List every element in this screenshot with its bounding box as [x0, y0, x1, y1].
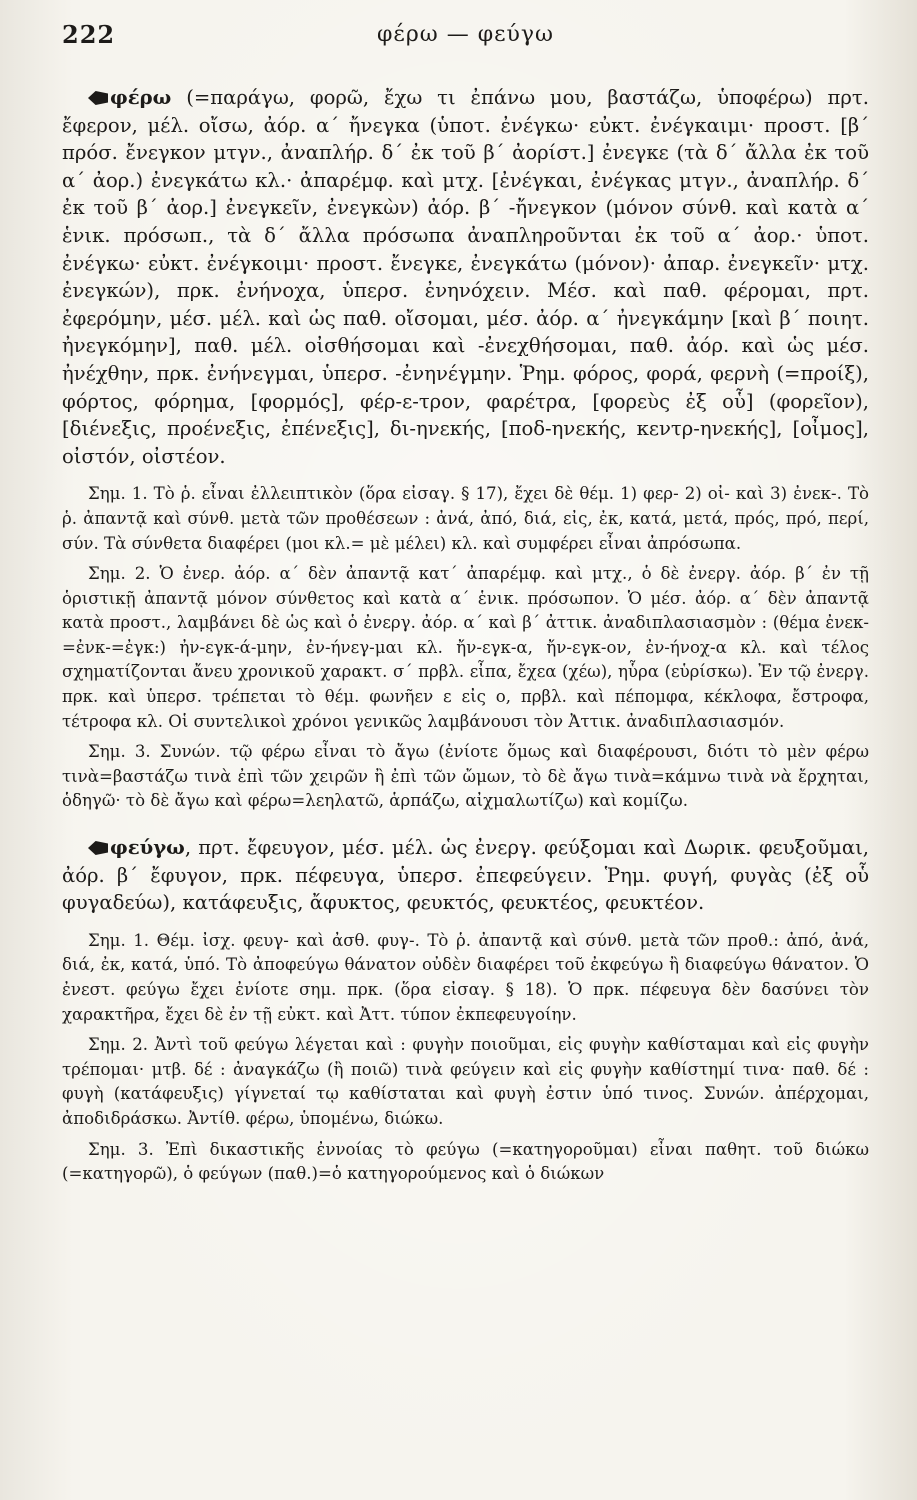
entry-fero [62, 84, 869, 814]
page-number: 222 [62, 20, 116, 49]
running-head: φέρω — φεύγω [377, 22, 554, 47]
entry-fero-lemma: φέρω [110, 86, 172, 109]
entry-fero-body: (=παράγω, φορῶ, ἔχω τι ἐπάνω μου, βαστάζω, ὑποφέρω) πρτ. ἔφερον, μέλ. οἴσω, ἀόρ. α΄ ἤνεγκα (ὑποτ. ἐνέγκω· εὐκτ. ἐνέγκαιμι· προστ. [β΄ πρόσ. ἔνεγκον μτγν., ἀναπλήρ. δ΄ ἐκ τοῦ β΄ ἀορίστ.] ἐνεγκε (τὰ δ΄ ἄλλα ἐκ τοῦ α΄ ἀορ.) ἐνεγκάτω κλ.· ἀπαρέμφ. καὶ μτχ. [ἐνέγκαι, ἐνέγκας μτγν., ἀναπλήρ. δ΄ ἐκ τοῦ β΄ ἀορ.] ἐνεγκεῖν, ἐνεγκὼν) ἀόρ. β΄ -ἤνεγκον (μόνον σύνθ. καὶ κατὰ α΄ ἑνικ. πρόσωπ., τὰ δ΄ ἄλλα πρόσωπα ἀναπληροῦνται ἐκ τοῦ α΄ ἀορ.· ὑποτ. ἐνέγκω· εὐκτ. ἐνέγκοιμι· προστ. ἔνεγκε, ἐνεγκάτω (μόνον)· ἀπαρ. ἐνεγκεῖν· μτχ. ἐνεγκών), πρκ. ἐνήνοχα, ὑπερσ. ἐνηνόχειν. Μέσ. καὶ παθ. φέρομαι, πρτ. ἐφερόμην, μέσ. μέλ. καὶ ὡς παθ. οἴσομαι, μέσ. ἀόρ. α΄ ἠνεγκάμην [καὶ β΄ ποιητ. ἠνεγκόμην], παθ. μέλ. οἰσθήσομαι καὶ -ἐνεχθήσομαι, παθ. ἀόρ. καὶ ὡς μέσ. ἠνέχθην, πρκ. ἐνήνεγμαι, ὑπερσ. -ἐνηνέγμην. Ῥημ. φόρος, φορά, φερνὴ (=προίξ), φόρτος, φόρημα, [φορμός], φέρ-ε-τρον, φαρέτρα, [φορεὺς ἐξ οὗ] (φορεῖον), [διένεξις, προένεξις, ἐπένεξις], δι-ηνεκής, [ποδ-ηνεκής, κεντρ-ηνεκής], [οἶμος], οἰστόν, οἰστέον. [62, 86, 869, 468]
entry-feugo-note-2: Σημ. 2. Ἀντὶ τοῦ φεύγω λέγεται καὶ : φυγὴν ποιοῦμαι, εἰς φυγὴν καθίσταμαι καὶ εἰς φυγὴν τρέπομαι· μτβ. δέ : ἀναγκάζω (ἢ ποιῶ) τινὰ φεύγειν καὶ εἰς φυγὴν καθίστημί τινα· παθ. δέ : φυγὴ (κατάφευξις) γίγνεταί τῳ καθίσταται καὶ φυγὴ ἐστιν ὑπό τινος. Συνών. ἀπέρχομαι, ἀποδιδράσκω. Ἀντίθ. φέρω, ὑπομένω, διώκω. [62, 1035, 869, 1128]
entry-fero-note-3: Σημ. 3. Συνών. τῷ φέρω εἶναι τὸ ἄγω (ἐνίοτε ὅμως καὶ διαφέρουσι, διότι τὸ μὲν φέρω τινὰ=βαστάζω τινὰ ἐπὶ τῶν χειρῶν ἢ ἐπὶ τῶν ὤμων, τὸ δὲ ἄγω τινὰ=κάμνω τινὰ νὰ ἔρχηται, ὁδηγῶ· τὸ δὲ ἄγω καὶ φέρω=λεηλατῶ, ἁρπάζω, αἰχμαλωτίζω) καὶ κομίζω. [62, 742, 869, 811]
entry-fero-note-2: Σημ. 2. Ὁ ἐνερ. ἀόρ. α΄ δὲν ἀπαντᾷ κατ΄ ἀπαρέμφ. καὶ μτχ., ὁ δὲ ἐνεργ. ἀόρ. β΄ ἐν τῇ ὁριστικῇ ἀπαντᾷ μόνον σύνθετος καὶ κατὰ α΄ ἑνικ. πρόσωπον. Ὁ μέσ. ἀόρ. α΄ δὲν ἀπαντᾷ κατὰ προστ., λαμβάνει δὲ ὡς καὶ ὁ ἐνεργ. ἀόρ. α΄ καὶ β΄ ἀττικ. ἀναδιπλασιασμὸν : (θέμα ἐνεκ-=ἐνκ-=ἐγκ:) ἠν-εγκ-ά-μην, ἐν-ήνεγ-μαι κλ. ἤν-εγκ-α, ἤν-εγκ-ον, ἐν-ήνοχ-α κλ. καὶ τέλος σχηματίζονται ἄνευ χρονικοῦ χαρακτ. σ΄ πρβλ. εἶπα, ἔχεα (χέω), ηὗρα (εὑρίσκω). Ἐν τῷ ἐνεργ. πρκ. καὶ ὑπερσ. τρέπεται τὸ θέμ. φωνῆεν ε εἰς ο, πρβλ. καὶ πέπομφα, κέκλοφα, ἔστροφα, τέτροφα κλ. Οἱ συντελικοὶ χρόνοι γενικῶς λαμβάνουσι τὸν Ἀττικ. ἀναδιπλασιασμόν. [62, 564, 869, 731]
entry-feugo-note-1: Σημ. 1. Θέμ. ἰσχ. φευγ- καὶ ἀσθ. φυγ-. Τὸ ῥ. ἀπαντᾷ καὶ σύνθ. μετὰ τῶν προθ.: ἀπό, ἀνά, διά, ἐκ, κατά, ὑπό. Τὸ ἀποφεύγω θάνατον οὐδὲν διαφέρει τοῦ ἐκφεύγω ἢ διαφεύγω θάνατον. Ὁ ἐνεστ. φεύγω ἔχει ἐνίοτε σημ. πρκ. (ὅρα εἰσαγ. § 18). Ὁ πρκ. πέφευγα δὲν δασύνει τὸν χαρακτῆρα, ἔχει δὲ ἐν τῇ εὐκτ. καὶ Ἀττ. τύπον ἐκπεφευγοίην. [62, 930, 869, 1024]
entry-fero-note-1: Σημ. 1. Τὸ ῥ. εἶναι ἐλλειπτικὸν (ὅρα εἰσαγ. § 17), ἔχει δὲ θέμ. 1) φερ- 2) οἰ- καὶ 3) ἐνεκ-. Τὸ ῥ. ἀπαντᾷ καὶ σύνθ. μετὰ τῶν προθέσεων : ἀνά, ἀπό, διά, εἰς, ἐκ, κατά, μετά, πρός, πρό, περί, σύν. Τὰ σύνθετα διαφέρει (μοι κλ.= μὲ μέλει) κλ. καὶ συμφέρει εἶναι ἀπρόσωπα. [62, 484, 869, 553]
page-header [62, 20, 869, 54]
entry-feugo-body: , πρτ. ἔφευγον, μέσ. μέλ. ὡς ἐνεργ. φεύξομαι καὶ Δωρικ. φευξοῦμαι, ἀόρ. β΄ ἔφυγον, πρκ. πέφευγα, ὑπερσ. ἐπεφεύγειν. Ῥημ. φυγή, φυγὰς (ἐξ οὗ φυγαδεύω), κατάφευξις, ἄφυκτος, φευκτός, φευκτέος, φευκτέον. [62, 836, 869, 915]
entry-feugo-note-3: Σημ. 3. Ἐπὶ δικαστικῆς ἐννοίας τὸ φεύγω (=κατηγοροῦμαι) εἶναι παθητ. τοῦ διώκω (=κατηγορῶ), ὁ φεύγων (παθ.)=ὁ κατηγορούμενος καὶ ὁ διώκων [62, 1139, 869, 1184]
lemma-pointer-icon [88, 841, 108, 855]
entry-fero-body-paragraph [62, 84, 869, 470]
entry-feugo-lemma: φεύγω [110, 836, 185, 860]
entry-feugo [62, 834, 869, 1187]
entry-feugo-body-paragraph [62, 834, 869, 917]
lemma-pointer-icon [88, 91, 108, 105]
